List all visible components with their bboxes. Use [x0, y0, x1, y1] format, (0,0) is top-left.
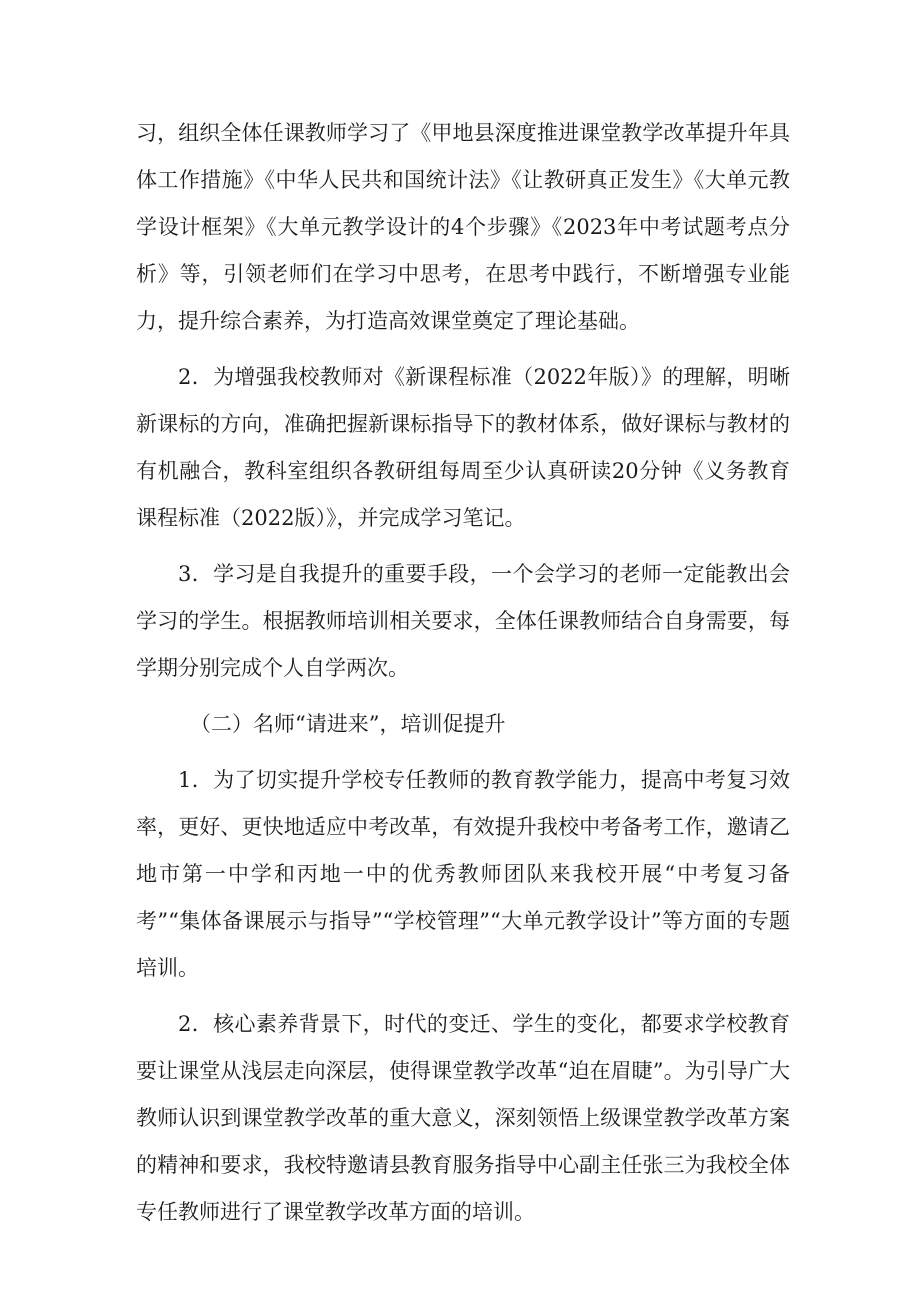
paragraph-item-2b: 2．核心素养背景下，时代的变迁、学生的变化，都要求学校教育要让课堂从浅层走向深层，使得课堂教学改革“迫在眉睫”。为引导广大教师认识到课堂教学改革的重大意义，深刻领悟上级课堂教学改革方案的精神和要求，我校特邀请县教育服务指导中心副主任张三为我校全体专任教师进行了课堂教学改革方面的培训。 [136, 1012, 790, 1224]
paragraph-item-2: 2．为增强我校教师对《新课程标准（2022年版）》的理解，明晰新课标的方向，准确把握新课标指导下的教材体系，做好课标与教材的有机融合，教科室组织各教研组每周至少认真研读20分钟《义务教育课程标准（2022版）》，并完成学习笔记。 [136, 365, 790, 530]
section-heading: （二）名师“请进来”，培训促提升 [190, 712, 506, 736]
paragraph-continuation: 习，组织全体任课教师学习了《甲地县深度推进课堂教学改革提升年具体工作措施》《中华人民共和国统计法》《让教研真正发生》《大单元教学设计框架》《大单元教学设计的4个步骤》《2023年中考试题考点分析》等，引领老师们在学习中思考，在思考中践行，不断增强专业能力，提升综合素养，为打造高效课堂奠定了理论基础。 [136, 121, 790, 333]
paragraph-item-1: 1．为了切实提升学校专任教师的教育教学能力，提高中考复习效率，更好、更快地适应中考改革，有效提升我校中考备考工作，邀请乙地市第一中学和丙地一中的优秀教师团队来我校开展“中考复习备考”“集体备课展示与指导”“学校管理”“大单元教学设计”等方面的专题培训。 [136, 768, 790, 980]
paragraph-item-3: 3．学习是自我提升的重要手段，一个会学习的老师一定能教出会学习的学生。根据教师培训相关要求，全体任课教师结合自身需要，每学期分别完成个人自学两次。 [136, 562, 790, 680]
document-body [136, 110, 790, 1236]
